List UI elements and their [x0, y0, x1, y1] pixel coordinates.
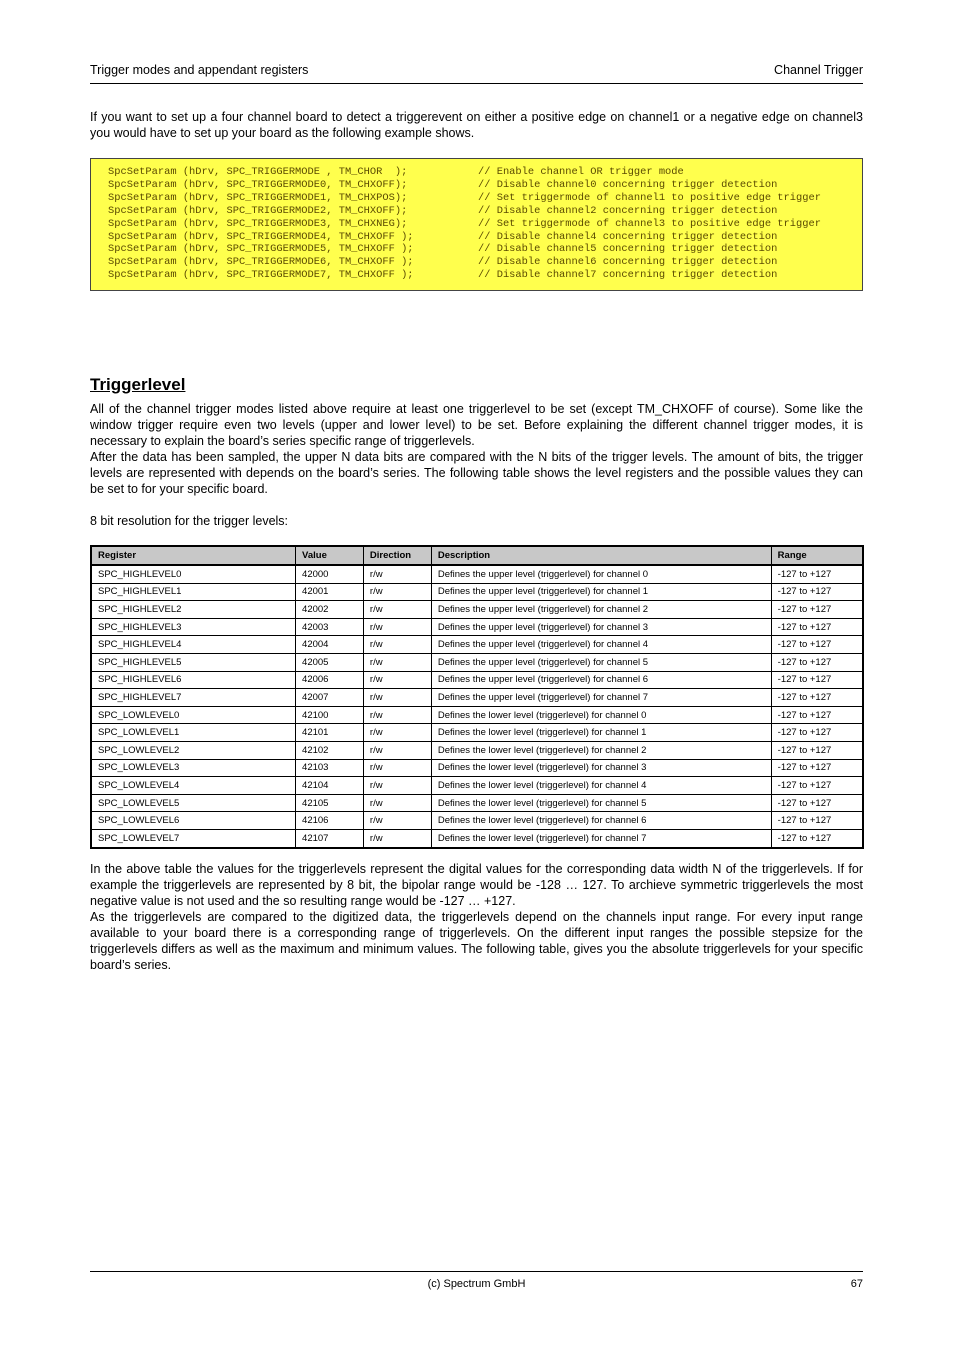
- paragraph-sampling: After the data has been sampled, the upper N data bits are compared with the N bits of the trigger levels. The amount of bits, the trigger levels are represented with depends on the board’s series. The following table shows the level registers and the possible values they can be set to for your specific board.: [90, 450, 863, 496]
- paragraph-bipolar-range: In the above table the values for the triggerlevels represent the digital values for the corresponding data width N of the triggerlevels. If for example the triggerlevels are represented by 8 bit, the bipolar range would be -128 … 127. To archieve symmetric triggerlevels the most negative value is not used and the so resulting range would be -127 … +127.: [90, 862, 863, 908]
- table-cell: 42104: [296, 777, 364, 795]
- table-row: [91, 759, 863, 777]
- table-cell: 42006: [296, 671, 364, 689]
- table-row: [91, 601, 863, 619]
- section-heading: Triggerlevel: [90, 375, 186, 394]
- table-cell: -127 to +127: [771, 636, 863, 654]
- table-row: [91, 812, 863, 830]
- table-row: [91, 724, 863, 742]
- code-call: SpcSetParam (hDrv, SPC_TRIGGERMODE1, TM_CHXPOS);: [108, 191, 408, 204]
- table-cell: -127 to +127: [771, 671, 863, 689]
- intro-paragraph: If you want to set up a four channel board to detect a triggerevent on either a positive edge on channel1 or a negative edge on channel3 you would have to set up your board as the following example shows.: [90, 110, 863, 140]
- table-cell: r/w: [363, 759, 431, 777]
- page-number: 67: [850, 1278, 863, 1290]
- code-line: [108, 179, 862, 192]
- table-cell: r/w: [363, 618, 431, 636]
- column-header: Register: [91, 546, 296, 565]
- table-cell: r/w: [363, 812, 431, 830]
- table-cell: Defines the lower level (triggerlevel) for channel 7: [431, 829, 771, 847]
- table-cell: 42002: [296, 601, 364, 619]
- table-cell: -127 to +127: [771, 583, 863, 601]
- table-cell: Defines the lower level (triggerlevel) for channel 5: [431, 794, 771, 812]
- footer-copyright: (c) Spectrum GmbH: [427, 1278, 526, 1290]
- paragraph-input-range: As the triggerlevels are compared to the digitized data, the triggerlevels depend on the channels input range. For every input range available to your board there is a corresponding range of triggerlevels. On the different input ranges the possible stepsize for the triggerlevels differs as well as the maximum and minimum values. The following table, gives you the absolute triggerlevels for your specific board’s series.: [90, 910, 863, 972]
- code-comment: // Disable channel6 concerning trigger detection: [478, 256, 778, 269]
- table-cell: -127 to +127: [771, 706, 863, 724]
- table-cell: Defines the upper level (triggerlevel) for channel 2: [431, 601, 771, 619]
- table-cell: 42102: [296, 741, 364, 759]
- table-cell: r/w: [363, 706, 431, 724]
- table-cell: r/w: [363, 741, 431, 759]
- table-cell: SPC_LOWLEVEL6: [91, 812, 296, 830]
- table-cell: Defines the lower level (triggerlevel) for channel 1: [431, 724, 771, 742]
- table-row: [91, 636, 863, 654]
- table-row: [91, 706, 863, 724]
- table-cell: SPC_HIGHLEVEL4: [91, 636, 296, 654]
- table-header-row: [91, 546, 863, 565]
- page-header: [90, 63, 863, 84]
- table-cell: SPC_LOWLEVEL4: [91, 777, 296, 795]
- table-cell: SPC_LOWLEVEL7: [91, 829, 296, 847]
- code-comment: // Set triggermode of channel3 to positive edge trigger: [478, 217, 821, 230]
- table-cell: Defines the lower level (triggerlevel) for channel 4: [431, 777, 771, 795]
- table-cell: SPC_HIGHLEVEL0: [91, 565, 296, 583]
- table-cell: 42003: [296, 618, 364, 636]
- table-cell: r/w: [363, 671, 431, 689]
- code-comment: // Enable channel OR trigger mode: [478, 166, 684, 178]
- code-call: SpcSetParam (hDrv, SPC_TRIGGERMODE7, TM_CHXOFF );: [108, 269, 414, 282]
- table-row: [91, 741, 863, 759]
- table-cell: 42001: [296, 583, 364, 601]
- table-cell: Defines the upper level (triggerlevel) for channel 3: [431, 618, 771, 636]
- code-comment: // Disable channel7 concerning trigger detection: [478, 269, 778, 282]
- table-cell: SPC_HIGHLEVEL2: [91, 601, 296, 619]
- table-cell: -127 to +127: [771, 724, 863, 742]
- code-call: SpcSetParam (hDrv, SPC_TRIGGERMODE4, TM_CHXOFF );: [108, 230, 414, 243]
- code-example: [90, 158, 863, 291]
- header-section-title: Trigger modes and appendant registers: [90, 63, 309, 77]
- table-cell: SPC_HIGHLEVEL5: [91, 653, 296, 671]
- code-comment: // Disable channel2 concerning trigger detection: [478, 204, 778, 217]
- code-call: SpcSetParam (hDrv, SPC_TRIGGERMODE6, TM_CHXOFF );: [108, 256, 414, 269]
- code-line: [108, 218, 862, 231]
- table-cell: Defines the lower level (triggerlevel) for channel 6: [431, 812, 771, 830]
- table-cell: -127 to +127: [771, 759, 863, 777]
- table-cell: SPC_HIGHLEVEL1: [91, 583, 296, 601]
- table-cell: -127 to +127: [771, 689, 863, 707]
- column-header: Description: [431, 546, 771, 565]
- code-line: [108, 231, 862, 244]
- table-cell: Defines the upper level (triggerlevel) for channel 7: [431, 689, 771, 707]
- table-cell: Defines the upper level (triggerlevel) for channel 0: [431, 565, 771, 583]
- table-cell: Defines the lower level (triggerlevel) for channel 0: [431, 706, 771, 724]
- table-cell: -127 to +127: [771, 794, 863, 812]
- table-row: [91, 653, 863, 671]
- table-cell: 42101: [296, 724, 364, 742]
- table-row: [91, 829, 863, 847]
- table-cell: 42106: [296, 812, 364, 830]
- table-cell: Defines the upper level (triggerlevel) for channel 5: [431, 653, 771, 671]
- paragraph-triggerlevel-intro: All of the channel trigger modes listed above require at least one triggerlevel to be set (except TM_CHXOFF of course). Some like the window trigger require even two levels (upper and lower level) to be set. Before explaining the different channel trigger modes, it is necessary to explain the board’s series specific range of triggerlevels.: [90, 402, 863, 448]
- table-cell: SPC_LOWLEVEL0: [91, 706, 296, 724]
- register-table: [90, 545, 864, 849]
- table-cell: SPC_LOWLEVEL3: [91, 759, 296, 777]
- code-call: SpcSetParam (hDrv, SPC_TRIGGERMODE5, TM_CHXOFF );: [108, 243, 414, 256]
- footer-divider: [90, 1271, 863, 1272]
- table-cell: Defines the upper level (triggerlevel) for channel 4: [431, 636, 771, 654]
- table-row: [91, 565, 863, 583]
- table-row: [91, 794, 863, 812]
- column-header: Direction: [363, 546, 431, 565]
- table-cell: -127 to +127: [771, 565, 863, 583]
- table-row: [91, 583, 863, 601]
- table-cell: 42007: [296, 689, 364, 707]
- table-cell: r/w: [363, 601, 431, 619]
- code-comment: // Disable channel5 concerning trigger detection: [478, 243, 778, 256]
- table-cell: 42105: [296, 794, 364, 812]
- table-cell: -127 to +127: [771, 653, 863, 671]
- table-cell: 42107: [296, 829, 364, 847]
- table-cell: Defines the lower level (triggerlevel) for channel 2: [431, 741, 771, 759]
- table-cell: -127 to +127: [771, 601, 863, 619]
- code-comment: // Disable channel0 concerning trigger detection: [478, 178, 778, 191]
- code-comment: // Disable channel4 concerning trigger detection: [478, 230, 778, 243]
- table-cell: r/w: [363, 653, 431, 671]
- table-cell: Defines the lower level (triggerlevel) for channel 3: [431, 759, 771, 777]
- table-cell: r/w: [363, 724, 431, 742]
- code-call: SpcSetParam (hDrv, SPC_TRIGGERMODE2, TM_CHXOFF);: [108, 204, 408, 217]
- table-cell: -127 to +127: [771, 829, 863, 847]
- table-cell: r/w: [363, 636, 431, 654]
- header-chapter-title: Channel Trigger: [774, 63, 863, 77]
- table-cell: r/w: [363, 794, 431, 812]
- code-call: SpcSetParam (hDrv, SPC_TRIGGERMODE , TM_CHOR );: [108, 166, 408, 178]
- table-row: [91, 618, 863, 636]
- table-cell: 42100: [296, 706, 364, 724]
- table-cell: SPC_HIGHLEVEL6: [91, 671, 296, 689]
- code-line: [108, 256, 862, 269]
- code-line: [108, 192, 862, 205]
- column-header: Range: [771, 546, 863, 565]
- table-cell: SPC_LOWLEVEL2: [91, 741, 296, 759]
- code-line: [108, 269, 862, 282]
- table-cell: r/w: [363, 565, 431, 583]
- table-cell: 42005: [296, 653, 364, 671]
- table-row: [91, 689, 863, 707]
- table-cell: Defines the upper level (triggerlevel) for channel 1: [431, 583, 771, 601]
- table-cell: 42004: [296, 636, 364, 654]
- table-cell: SPC_LOWLEVEL1: [91, 724, 296, 742]
- table-cell: r/w: [363, 583, 431, 601]
- table-cell: -127 to +127: [771, 618, 863, 636]
- table-cell: r/w: [363, 777, 431, 795]
- code-line: [108, 166, 862, 179]
- table-cell: -127 to +127: [771, 777, 863, 795]
- code-line: [108, 243, 862, 256]
- table-row: [91, 671, 863, 689]
- table-row: [91, 777, 863, 795]
- code-call: SpcSetParam (hDrv, SPC_TRIGGERMODE0, TM_CHXOFF);: [108, 178, 408, 191]
- table-cell: Defines the upper level (triggerlevel) for channel 6: [431, 671, 771, 689]
- code-call: SpcSetParam (hDrv, SPC_TRIGGERMODE3, TM_CHXNEG);: [108, 217, 408, 230]
- table-cell: -127 to +127: [771, 741, 863, 759]
- table-cell: SPC_HIGHLEVEL7: [91, 689, 296, 707]
- code-line: [108, 205, 862, 218]
- table-cell: SPC_HIGHLEVEL3: [91, 618, 296, 636]
- table-cell: r/w: [363, 829, 431, 847]
- table-cell: 42103: [296, 759, 364, 777]
- table-cell: -127 to +127: [771, 812, 863, 830]
- table-cell: 42000: [296, 565, 364, 583]
- table-cell: r/w: [363, 689, 431, 707]
- table-caption: 8 bit resolution for the trigger levels:: [90, 514, 289, 528]
- table-cell: SPC_LOWLEVEL5: [91, 794, 296, 812]
- column-header: Value: [296, 546, 364, 565]
- code-comment: // Set triggermode of channel1 to positive edge trigger: [478, 191, 821, 204]
